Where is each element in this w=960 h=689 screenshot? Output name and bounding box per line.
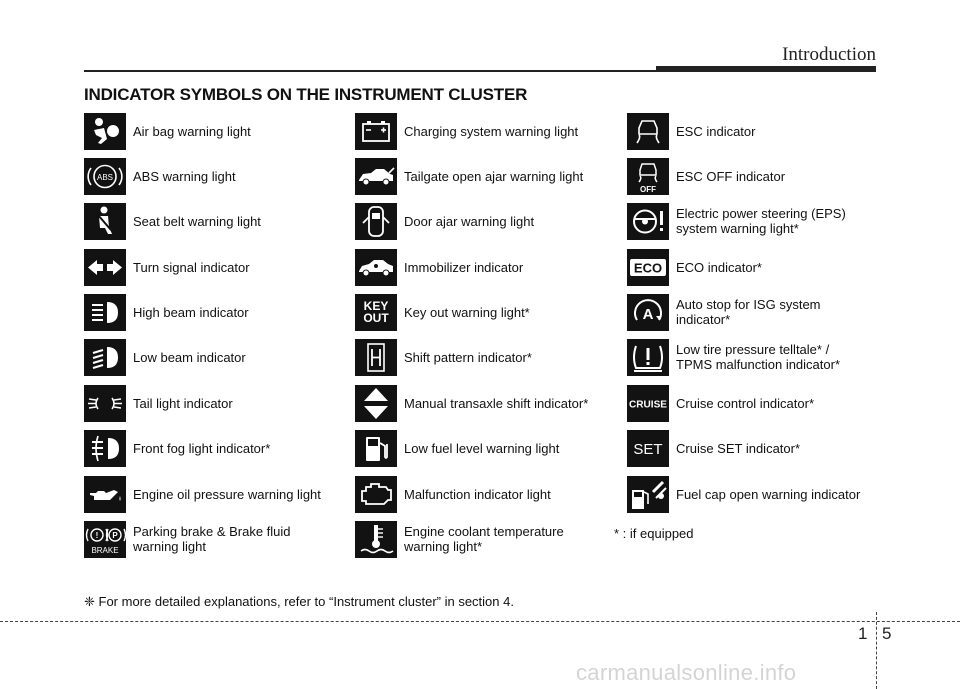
fuel-icon [355,430,397,467]
indicator-item [355,384,588,422]
indicator-item [355,475,551,513]
indicator-item [84,202,261,240]
indicator-item [84,520,291,558]
battery-icon [355,113,397,150]
fuel-cap-icon [627,476,669,513]
tail-light-icon [84,385,126,422]
svg-text:SET: SET [633,440,663,458]
tailgate-icon [355,158,397,195]
indicator-label: Low beam indicator [133,349,246,365]
svg-text:A: A [642,305,654,323]
indicator-item [355,338,532,376]
cruise-icon [627,385,669,422]
footer-rule [0,621,960,622]
indicator-item [84,112,251,150]
turn-signal-icon [84,249,126,286]
indicator-item [627,202,846,240]
indicator-item [627,429,800,467]
airbag-icon [84,113,126,150]
indicator-label: ABS warning light [133,168,236,184]
indicator-item [84,338,246,376]
indicator-label: Engine oil pressure warning light [133,486,321,502]
page-title: INDICATOR SYMBOLS ON THE INSTRUMENT CLUSTER [84,85,528,104]
header-bar [656,66,876,72]
front-fog-icon [84,430,126,467]
indicator-item [355,429,559,467]
esc-off-icon [627,158,669,195]
indicator-label: Cruise control indicator* [676,395,815,411]
indicator-label: Front fog light indicator* [133,440,271,456]
indicator-label: High beam indicator [133,304,249,320]
indicator-label: Auto stop for ISG system indicator* [676,297,821,327]
indicator-item [355,112,578,150]
coolant-temp-icon [355,521,397,558]
indicator-item [84,429,270,467]
indicator-item [355,293,530,331]
manual-shift-icon [355,385,397,422]
immobilizer-icon [355,249,397,286]
esc-icon [627,113,669,150]
indicator-item [627,112,755,150]
page-number: 5 [882,624,892,643]
svg-text:OFF: OFF [640,184,656,194]
footnote: ❈ For more detailed explanations, refer to “Instrument cluster” in section 4. [84,594,514,609]
indicator-item [84,475,321,513]
indicator-item [627,338,840,376]
indicator-label: ESC indicator [676,123,756,139]
indicator-item [627,384,814,422]
svg-text:P: P [112,530,118,540]
door-ajar-icon [355,203,397,240]
indicator-label: Electric power steering (EPS) system warning light* [676,206,846,236]
engine-check-icon [355,476,397,513]
indicator-item [84,293,249,331]
svg-text:ABS: ABS [96,172,114,182]
seatbelt-icon [84,203,126,240]
indicator-label: Charging system warning light [404,123,579,139]
shift-pattern-icon [355,339,397,376]
low-beam-icon [84,339,126,376]
indicator-label: ECO indicator* [676,259,762,275]
indicator-item [627,475,860,513]
indicator-label: Manual transaxle shift indicator* [404,395,589,411]
indicator-label: Seat belt warning light [133,213,261,229]
indicator-label: ESC OFF indicator [676,168,786,184]
parking-brake-icon [84,521,126,558]
indicator-label: Low fuel level warning light [404,440,560,456]
indicator-label: Immobilizer indicator [404,259,524,275]
eps-icon [627,203,669,240]
page-divider [876,612,877,689]
key-out-icon: KEY OUT [355,294,397,331]
indicator-label: Door ajar warning light [404,213,535,229]
indicator-label: Shift pattern indicator* [404,349,532,365]
indicator-item [627,248,762,286]
high-beam-icon [84,294,126,331]
cruise-set-icon [627,430,669,467]
indicator-label: Cruise SET indicator* [676,440,801,456]
eco-icon [627,249,669,286]
section-title: Introduction [782,44,876,65]
indicator-label: Air bag warning light [133,123,251,139]
indicator-label: Tail light indicator [133,395,233,411]
indicator-item [84,248,250,286]
indicator-label: Fuel cap open warning indicator [676,486,861,502]
indicator-item [627,157,785,195]
indicator-label: Low tire pressure telltale* / TPMS malfunction indicator* [676,342,841,372]
indicator-item [355,157,583,195]
indicator-item [84,384,233,422]
indicator-label: Malfunction indicator light [404,486,551,502]
indicator-item [355,520,564,558]
chapter-number: 1 [858,624,868,643]
tpms-icon [627,339,669,376]
indicator-item [84,157,236,195]
watermark: carmanualsonline.info [576,660,797,685]
svg-text:CRUISE: CRUISE [629,399,668,410]
indicator-item [355,248,523,286]
indicator-label: Turn signal indicator [133,259,250,275]
auto-stop-icon [627,294,669,331]
indicator-item [355,202,534,240]
indicator-item [627,293,821,331]
abs-icon [84,158,126,195]
svg-text:!: ! [95,530,99,540]
svg-text:BRAKE: BRAKE [91,545,119,555]
equipped-note: * : if equipped [614,526,694,541]
svg-text:ECO: ECO [633,260,663,275]
indicator-label: Parking brake & Brake fluid warning light [133,524,291,554]
oil-pressure-icon [84,476,126,513]
indicator-label: Key out warning light* [404,304,530,320]
indicator-label: Engine coolant temperature warning light* [404,524,564,554]
indicator-label: Tailgate open ajar warning light [404,168,584,184]
